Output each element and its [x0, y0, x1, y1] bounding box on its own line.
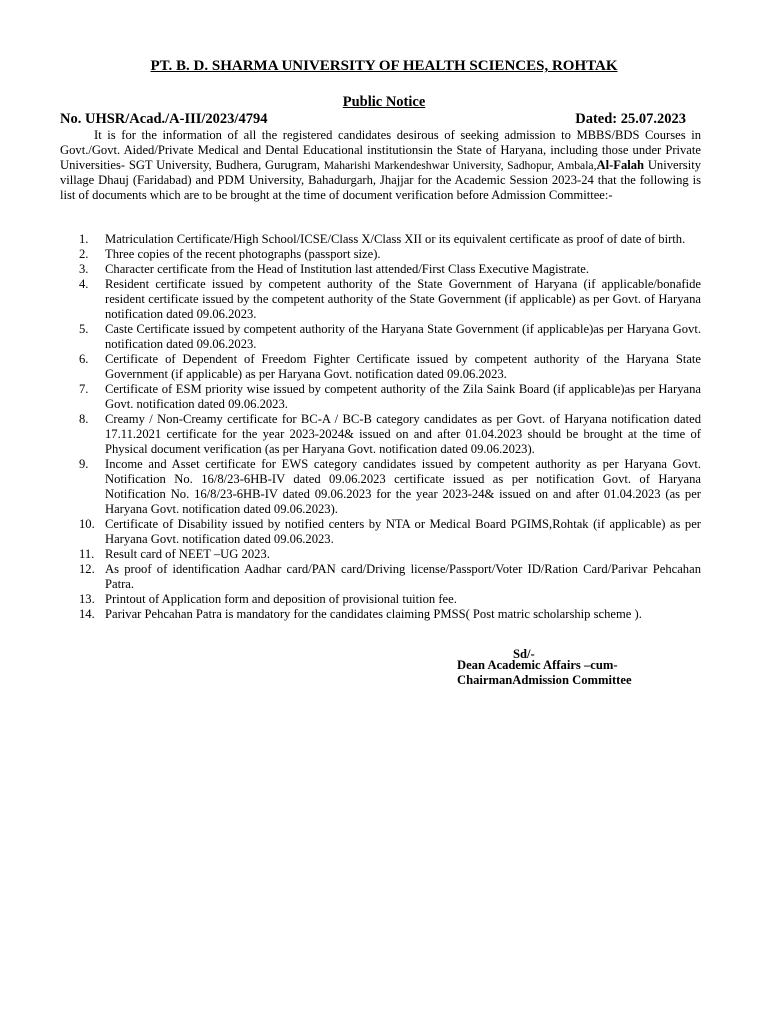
- document-item: [79, 262, 701, 277]
- reference-number: No. UHSR/Acad./A-III/2023/4794: [60, 111, 268, 127]
- document-item: [79, 232, 701, 247]
- document-item-number: 12.: [79, 562, 95, 576]
- document-item-number: 2.: [79, 247, 89, 261]
- document-item: [79, 247, 701, 262]
- document-item-text: Matriculation Certificate/High School/ICSE/Class X/Class XII or its equivalent certificate as proof of date of birth.: [105, 232, 686, 246]
- notice-heading: Public Notice: [342, 94, 426, 110]
- document-item-number: 9.: [79, 457, 89, 471]
- signatory-title-line-2: ChairmanAdmission Committee: [457, 673, 632, 687]
- university-title: PT. B. D. SHARMA UNIVERSITY OF HEALTH SCIENCES, ROHTAK: [150, 58, 618, 74]
- document-item: [79, 352, 701, 382]
- intro-text-2: Maharishi Markendeshwar University, Sadhopur, Ambala,: [323, 159, 597, 172]
- document-item-number: 14.: [79, 607, 95, 621]
- document-item-text: Certificate of ESM priority wise issued by competent authority of the Zila Saink Board (if applicable)as per Haryana Govt. notification dated 09.06.2023.: [105, 382, 701, 411]
- document-item: [79, 517, 701, 547]
- document-item-text: Certificate of Dependent of Freedom Fighter Certificate issued by competent authority of the Haryana State Government (if applicable) as per Haryana Govt. notification dated 09.06.2023.: [105, 352, 701, 381]
- intro-text-4: University village Dhauj (Faridabad) and PDM University, Bahadurgarh, Jhajjar for the Academic Session 2023-24 that the following is list of documents which are to be brought at the time of document verification before Admission Committee:-: [60, 158, 701, 202]
- intro-paragraph: [60, 128, 701, 203]
- document-item-number: 10.: [79, 517, 95, 531]
- document-item-text: Three copies of the recent photographs (passport size).: [105, 247, 381, 261]
- intro-text-3: Al-Falah: [596, 158, 645, 172]
- document-item-number: 4.: [79, 277, 89, 291]
- document-item: [79, 562, 701, 592]
- documents-list: [79, 232, 701, 622]
- document-item-text: Income and Asset certificate for EWS category candidates issued by competent authority as per Haryana Govt. Notification No. 16/8/23-6HB-IV dated 09.06.2023 certificate issued as per notification Govt. of Haryana Notification No. 16/8/23-6HB-IV dated 09.06.2023 for the year 2023-24& issued on and after 01.04.2023 (as per Haryana Govt. notification dated 09.06.2023).: [105, 457, 701, 516]
- signatory-title-line-1: Dean Academic Affairs –cum-: [457, 658, 618, 672]
- document-item-number: 7.: [79, 382, 89, 396]
- document-item-number: 11.: [79, 547, 95, 561]
- document-item-text: Parivar Pehcahan Patra is mandatory for the candidates claiming PMSS( Post matric scholarship scheme ).: [105, 607, 642, 621]
- document-item-number: 1.: [79, 232, 89, 246]
- document-item: [79, 412, 701, 457]
- document-item-text: Certificate of Disability issued by notified centers by NTA or Medical Board PGIMS,Rohtak (if applicable) as per Haryana Govt. notification dated 09.06.2023.: [105, 517, 701, 546]
- document-item-number: 6.: [79, 352, 89, 366]
- document-item-text: Printout of Application form and deposition of provisional tuition fee.: [105, 592, 457, 606]
- document-item: [79, 277, 701, 322]
- document-item-text: As proof of identification Aadhar card/PAN card/Driving license/Passport/Voter ID/Ration Card/Parivar Pehcahan Patra.: [105, 562, 701, 591]
- document-item: [79, 382, 701, 412]
- document-item-number: 8.: [79, 412, 89, 426]
- reference-row: [60, 111, 686, 128]
- signature-sd: Sd/-: [513, 647, 535, 661]
- document-item-number: 13.: [79, 592, 95, 606]
- document-item: [79, 322, 701, 352]
- intro-text-1: It is for the information of all the registered candidates desirous of seeking admission to MBBS/BDS Courses in Govt./Govt. Aided/Private Medical and Dental Educational institutionsin the State of Haryana, including those under Private Universities- SGT University, Budhera, Gurugram,: [60, 128, 701, 172]
- document-item-text: Creamy / Non-Creamy certificate for BC-A / BC-B category candidates as per Govt. of Haryana notification dated 17.11.2021 certificate for the year 2023-2024& issued on and after 01.04.2023 should be brought at the time of Physical document verification (as per Haryana Govt. notification dated 09.06.2023).: [105, 412, 701, 456]
- notice-date: Dated: 25.07.2023: [575, 111, 686, 127]
- document-item-text: Caste Certificate issued by competent authority of the Haryana State Government (if applicable)as per Haryana Govt. notification dated 09.06.2023.: [105, 322, 701, 351]
- document-item-text: Character certificate from the Head of Institution last attended/First Class Executive Magistrate.: [105, 262, 589, 276]
- document-item-text: Result card of NEET –UG 2023.: [105, 547, 270, 561]
- document-item: [79, 592, 701, 607]
- document-item-text: Resident certificate issued by competent authority of the State Government of Haryana (if applicable/bonafide resident certificate issued by the competent authority of the State Government (if applicable) as per Govt. of Haryana notification dated 09.06.2023.: [105, 277, 701, 321]
- signature-block: [457, 658, 632, 688]
- document-item-number: 5.: [79, 322, 89, 336]
- document-item: [79, 607, 701, 622]
- document-item: [79, 457, 701, 517]
- document-item: [79, 547, 701, 562]
- document-item-number: 3.: [79, 262, 89, 276]
